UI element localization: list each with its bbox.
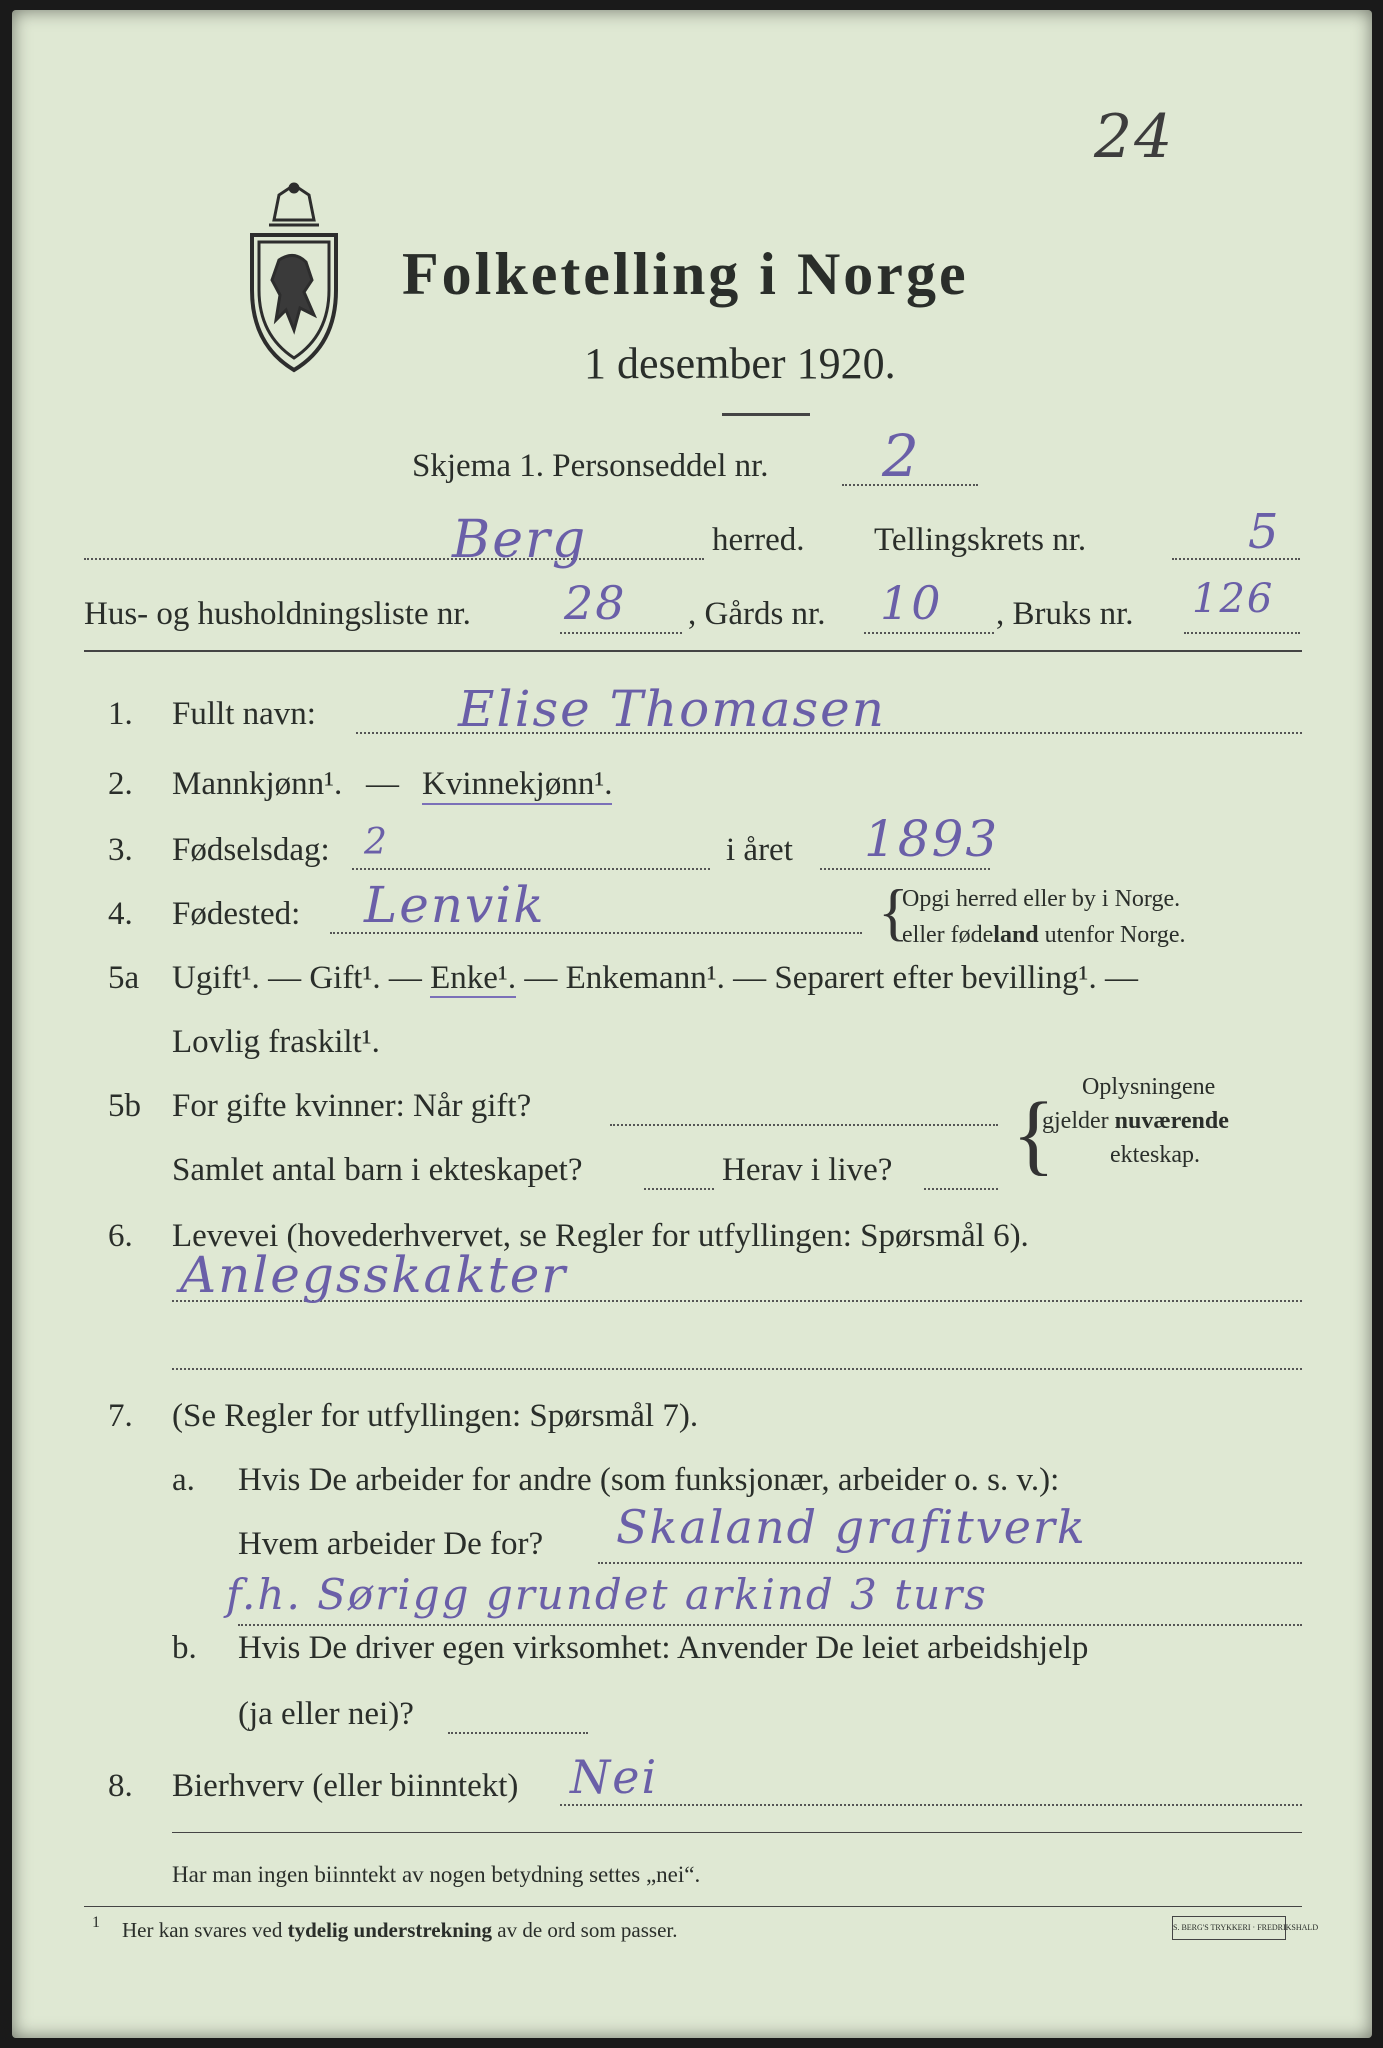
q3-year-line bbox=[820, 868, 990, 870]
q3-number: 3. bbox=[108, 832, 133, 868]
q3-label: Fødselsdag: bbox=[172, 832, 330, 868]
q4-number: 4. bbox=[108, 896, 133, 932]
q5b-label-1: For gifte kvinner: Når gift? bbox=[172, 1088, 532, 1124]
footnote-number: 1 bbox=[92, 1914, 100, 1931]
hus-label: Hus- og husholdningsliste nr. bbox=[84, 596, 471, 632]
hus-value: 28 bbox=[564, 576, 627, 630]
q7b-line bbox=[448, 1732, 588, 1734]
q7a-answer-2: f.h. Sørigg grundet arkind 3 turs bbox=[226, 1570, 988, 1619]
q8-divider bbox=[172, 1832, 1302, 1833]
q8-answer: Nei bbox=[570, 1750, 659, 1804]
q7a-label-2: Hvem arbeider De for? bbox=[238, 1526, 544, 1562]
q4-brace: { bbox=[878, 876, 909, 947]
q1-answer: Elise Thomasen bbox=[458, 680, 886, 738]
q5b-label-3: Herav i live? bbox=[722, 1152, 893, 1188]
bruks-label: , Bruks nr. bbox=[996, 596, 1134, 632]
q7a-letter: a. bbox=[172, 1462, 195, 1498]
schema-label: Skjema 1. Personseddel nr. bbox=[412, 448, 769, 484]
q6-answer: Anlegsskakter bbox=[180, 1246, 568, 1304]
tellingskrets-value: 5 bbox=[1248, 504, 1281, 560]
q7b-label-2: (ja eller nei)? bbox=[238, 1696, 414, 1732]
q5b-alive-line bbox=[924, 1188, 998, 1190]
q5a-number: 5a bbox=[108, 960, 140, 996]
q8-label: Bierhverv (eller biinntekt) bbox=[172, 1768, 519, 1804]
q7a-answer-1: Skaland grafitverk bbox=[616, 1500, 1087, 1554]
header-divider bbox=[84, 650, 1302, 652]
coat-of-arms-icon bbox=[234, 180, 354, 385]
herred-value: Berg bbox=[452, 510, 588, 570]
q5b-note-1: Oplysningene bbox=[1082, 1074, 1216, 1100]
q1-label: Fullt navn: bbox=[172, 696, 316, 732]
q4-answer: Lenvik bbox=[364, 876, 546, 934]
q1-number: 1. bbox=[108, 696, 133, 732]
q5a-line1: Ugift¹. — Gift¹. — Enke¹. — Enkemann¹. — Separert efter bevilling¹. — bbox=[172, 960, 1138, 996]
footnote-text: Her kan svares ved tydelig understrekning av de ord som passer. bbox=[122, 1918, 678, 1942]
gards-value: 10 bbox=[880, 576, 943, 630]
page-number-handwritten: 24 bbox=[1094, 102, 1175, 172]
q3-year: 1893 bbox=[864, 810, 1000, 868]
q2-sep: — bbox=[366, 766, 399, 802]
tellingskrets-label: Tellingskrets nr. bbox=[874, 522, 1087, 558]
q6-number: 6. bbox=[108, 1218, 133, 1254]
footer-note: Har man ingen biinntekt av nogen betydning settes „nei“. bbox=[172, 1862, 701, 1887]
person-nr-value: 2 bbox=[882, 422, 921, 490]
title-divider bbox=[722, 413, 810, 416]
q7a-line-1 bbox=[598, 1562, 1302, 1564]
q8-line bbox=[560, 1804, 1302, 1806]
printer-stamp: S. BERG'S TRYKKERI · FREDRIKSHALD bbox=[1172, 1916, 1286, 1940]
q3-day: 2 bbox=[364, 822, 389, 863]
q4-note-2: eller fødeland utenfor Norge. bbox=[902, 922, 1186, 948]
q2-female: Kvinnekjønn¹. bbox=[422, 766, 612, 805]
q5b-number: 5b bbox=[108, 1088, 141, 1124]
q7-number: 7. bbox=[108, 1398, 133, 1434]
q5b-brace: { bbox=[1012, 1085, 1056, 1184]
q8-number: 8. bbox=[108, 1768, 133, 1804]
q7a-label: Hvis De arbeider for andre (som funksjonær, arbeider o. s. v.): bbox=[238, 1462, 1060, 1498]
hus-line bbox=[560, 632, 682, 634]
tellingskrets-line bbox=[1172, 558, 1300, 560]
bruks-value: 126 bbox=[1192, 576, 1275, 622]
q2-male: Mannkjønn¹. bbox=[172, 766, 343, 802]
gards-line bbox=[864, 632, 994, 634]
gards-label: , Gårds nr. bbox=[688, 596, 826, 632]
bruks-line bbox=[1184, 632, 1300, 634]
q5a-line2: Lovlig fraskilt¹. bbox=[172, 1024, 380, 1060]
q7-label: (Se Regler for utfyllingen: Spørsmål 7). bbox=[172, 1398, 699, 1434]
q5b-children-line bbox=[644, 1188, 714, 1190]
q7b-letter: b. bbox=[172, 1630, 197, 1666]
footer-divider bbox=[84, 1906, 1302, 1907]
q5b-label-2: Samlet antal barn i ekteskapet? bbox=[172, 1152, 583, 1188]
q3-year-label: i året bbox=[726, 832, 793, 868]
q6-line-2 bbox=[172, 1368, 1302, 1370]
q6-label: Levevei (hovederhvervet, se Regler for utfyllingen: Spørsmål 6). bbox=[172, 1218, 1029, 1254]
form-date: 1 desember 1920. bbox=[584, 339, 896, 388]
q4-label: Fødested: bbox=[172, 896, 301, 932]
census-form-page bbox=[12, 10, 1372, 2038]
q7b-label: Hvis De driver egen virksomhet: Anvender De leiet arbeidshjelp bbox=[238, 1630, 1089, 1666]
q2-number: 2. bbox=[108, 766, 133, 802]
herred-label: herred. bbox=[712, 522, 805, 558]
q4-note-1: Opgi herred eller by i Norge. bbox=[902, 886, 1181, 912]
q5b-note-2: gjelder nuværende bbox=[1042, 1108, 1229, 1134]
q5b-note-3: ekteskap. bbox=[1110, 1142, 1200, 1168]
q7a-line-2 bbox=[238, 1624, 1302, 1626]
q5b-married-line bbox=[610, 1124, 998, 1126]
q3-day-line bbox=[352, 868, 710, 870]
form-title: Folketelling i Norge bbox=[402, 241, 969, 307]
herred-line bbox=[84, 558, 704, 560]
